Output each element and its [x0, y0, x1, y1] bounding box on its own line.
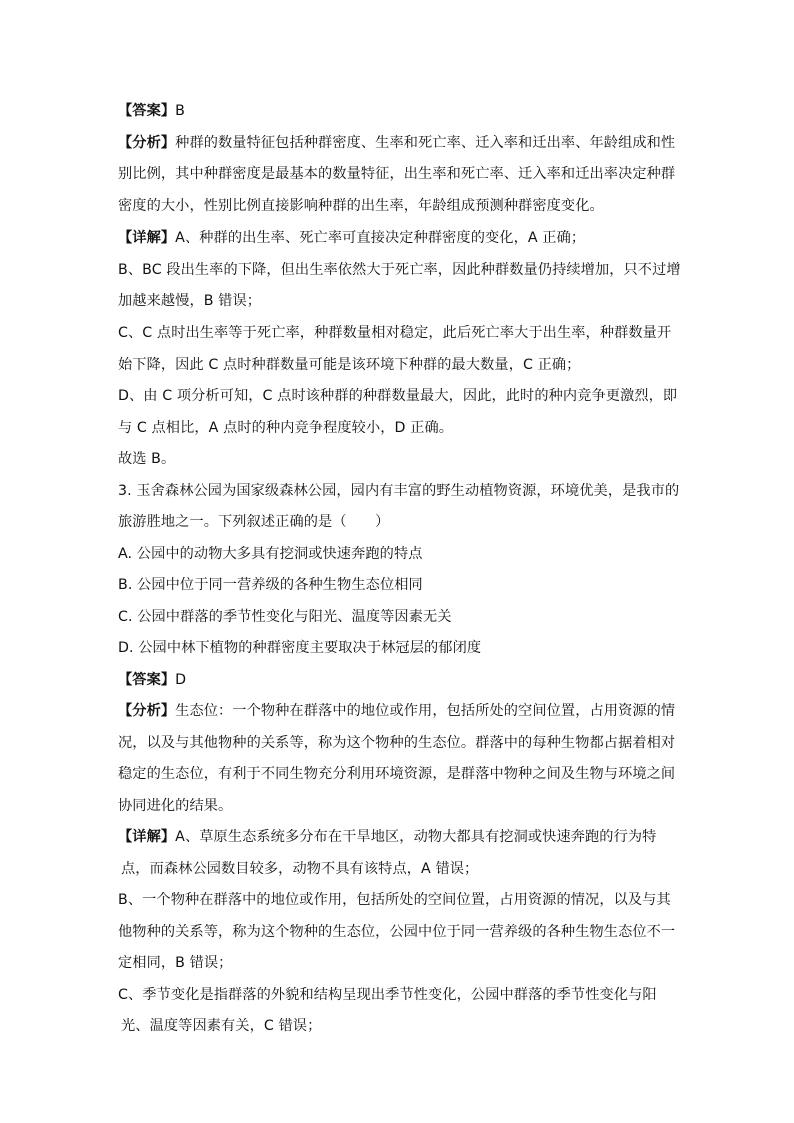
q2-detail-line-7: 与 C 点相比，A 点时的种内竞争程度较小，D 正确。 [118, 420, 454, 436]
q2-analysis-text: 种群的数量特征包括种群密度、生率和死亡率、迁入率和迁出率、年龄组成和性 [175, 135, 676, 151]
detail-tag: 【详解】 [118, 230, 176, 246]
q3-stem-line-2: 旅游胜地之一。下列叙述正确的是（ ） [118, 514, 390, 530]
q3-analysis-line-3: 稳定的生态位，有利于不同生物充分利用环境资源，是群落中物种之间及生物与环境之间 [118, 766, 676, 782]
q3-detail-line-3: B、一个物种在群落中的地位或作用，包括所处的空间位置，占用资源的情况，以及与其 [118, 892, 671, 908]
q3-detail-text: A、草原生态系统多分布在干旱地区，动物大都具有挖洞或快速奔跑的行为特 [175, 829, 657, 845]
q3-stem-line-1: 3. 玉舍森林公园为国家级森林公园，园内有丰富的野生动植物资源，环境优美，是我市的 [118, 483, 680, 499]
q2-detail-line-1 [118, 228, 585, 248]
q2-detail-line-4: C、C 点时出生率等于死亡率，种群数量相对稳定，此后死亡率大于出生率，种群数量开 [118, 325, 672, 341]
q3-detail-line-7: 光、温度等因素有关，C 错误； [121, 1018, 322, 1034]
detail-tag: 【详解】 [118, 829, 176, 845]
q3-answer-line [118, 670, 186, 690]
q3-detail-line-1 [118, 827, 656, 847]
q2-detail-line-5: 始下降，因此 C 点时种群数量可能是该环境下种群的最大数量，C 正确； [118, 357, 581, 373]
q3-detail-line-2: 点，而森林公园数目较多，动物不具有该特点，A 错误； [121, 861, 479, 877]
q2-conclusion: 故选 B。 [118, 451, 176, 467]
q3-analysis-line-2: 况，以及与其他物种的关系等，称为这个物种的生态位。群落中的每种生物都占据着相对 [118, 735, 676, 751]
q2-detail-text: A、种群的出生率、死亡率可直接决定种群密度的变化，A 正确； [175, 230, 586, 246]
q3-option-c: C. 公园中群落的季节性变化与阳光、温度等因素无关 [118, 609, 452, 625]
q2-analysis-line-2: 别比例，其中种群密度是最基本的数量特征，出生率和死亡率、迁入率和迁出率决定种群 [118, 166, 676, 182]
q3-option-a: A. 公园中的动物大多具有挖洞或快速奔跑的特点 [118, 546, 423, 562]
q3-detail-line-6: C、季节变化是指群落的外貌和结构呈现出季节性变化，公园中群落的季节性变化与阳 [118, 987, 657, 1003]
q2-analysis-line-1 [118, 133, 675, 153]
q2-detail-line-6: D、由 C 项分析可知，C 点时该种群的种群数量最大，因此，此时的种内竞争更激烈，即 [118, 388, 678, 404]
q3-analysis-text: 生态位：一个物种在群落中的地位或作用，包括所处的空间位置，占用资源的情 [175, 703, 676, 719]
q3-detail-line-5: 定相同，B 错误； [118, 955, 233, 971]
q2-detail-line-3: 加越来越慢，B 错误； [118, 293, 262, 309]
q3-option-b: B. 公园中位于同一营养级的各种生物生态位相同 [118, 577, 423, 593]
q3-detail-line-4: 他物种的关系等，称为这个物种的生态位，公园中位于同一营养级的各种生物生态位不一 [118, 924, 676, 940]
q2-detail-line-2: B、BC 段出生率的下降，但出生率依然大于死亡率，因此种群数量仍持续增加，只不过增 [118, 262, 681, 278]
analysis-tag: 【分析】 [118, 703, 176, 719]
answer-tag: 【答案】 [118, 103, 176, 119]
q3-analysis-line-4: 协同进化的结果。 [118, 798, 233, 814]
analysis-tag: 【分析】 [118, 135, 176, 151]
q2-analysis-line-3: 密度的大小，性别比例直接影响种群的出生率，年龄组成预测种群密度变化。 [118, 198, 604, 214]
q2-answer-line [118, 101, 185, 121]
q3-option-d: D. 公园中林下植物的种群密度主要取决于林冠层的郁闭度 [118, 640, 482, 656]
q2-answer-value: B [175, 103, 185, 119]
answer-tag: 【答案】 [118, 672, 176, 688]
q3-analysis-line-1 [118, 701, 675, 721]
q3-answer-value: D [175, 672, 187, 688]
